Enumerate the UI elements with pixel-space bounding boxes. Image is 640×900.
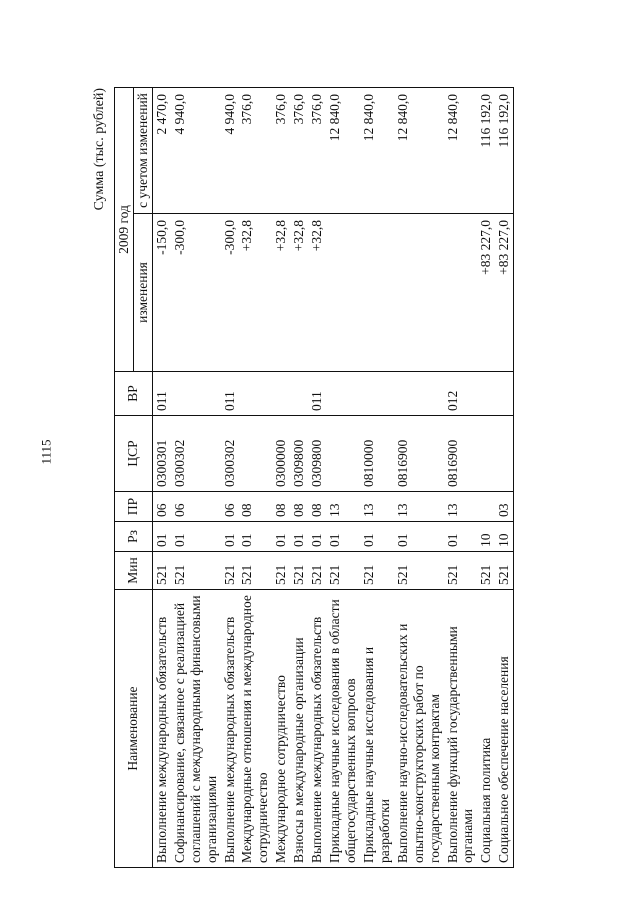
cell-min: 521 <box>326 552 360 590</box>
cell-name: Выполнение международных обязательств <box>152 590 170 868</box>
cell-pr: 06 <box>152 492 170 522</box>
cell-min: 521 <box>290 552 308 590</box>
table-row <box>238 88 272 868</box>
cell-change: +32,8 <box>290 214 308 372</box>
table-row <box>272 88 290 868</box>
cell-min: 521 <box>221 552 239 590</box>
cell-vr <box>360 372 394 416</box>
cell-change <box>444 214 478 372</box>
cell-pr: 13 <box>326 492 360 522</box>
cell-name: Социальная политика <box>477 590 495 868</box>
cell-rz: 01 <box>272 522 290 552</box>
cell-min: 521 <box>308 552 326 590</box>
cell-name: Прикладные научные исследования в области общегосударственных вопросов <box>326 590 360 868</box>
cell-min: 521 <box>444 552 478 590</box>
table-row <box>171 88 221 868</box>
cell-total: 376,0 <box>290 88 308 214</box>
cell-change: -300,0 <box>171 214 221 372</box>
cell-rz: 01 <box>152 522 170 552</box>
table-row <box>477 88 495 868</box>
cell-min: 521 <box>171 552 221 590</box>
cell-csr <box>477 416 495 492</box>
cell-min: 521 <box>272 552 290 590</box>
table-row <box>290 88 308 868</box>
header-with-changes: с учетом изменений <box>133 88 152 214</box>
cell-pr: 03 <box>495 492 513 522</box>
header-name: Наименование <box>115 590 153 868</box>
cell-change: +32,8 <box>238 214 272 372</box>
cell-name: Социальное обеспечение населения <box>495 590 513 868</box>
cell-total: 12 840,0 <box>360 88 394 214</box>
cell-change: +83 227,0 <box>495 214 513 372</box>
cell-csr: 0810000 <box>360 416 394 492</box>
cell-total: 2 470,0 <box>152 88 170 214</box>
cell-csr: 0816900 <box>444 416 478 492</box>
header-rz: Рз <box>115 522 153 552</box>
table-row <box>394 88 444 868</box>
cell-name: Софинансирование, связанное с реализацией соглашений с международными финансовыми организациями <box>171 590 221 868</box>
cell-change: +32,8 <box>308 214 326 372</box>
cell-pr: 08 <box>272 492 290 522</box>
cell-vr: 011 <box>221 372 239 416</box>
cell-total: 376,0 <box>272 88 290 214</box>
cell-pr: 08 <box>238 492 272 522</box>
cell-vr: 011 <box>152 372 170 416</box>
rotated-page <box>88 88 574 868</box>
cell-total: 4 940,0 <box>171 88 221 214</box>
header-pr: ПР <box>115 492 153 522</box>
cell-vr <box>171 372 221 416</box>
cell-min: 521 <box>495 552 513 590</box>
cell-rz: 01 <box>394 522 444 552</box>
page-number: 1115 <box>38 439 54 465</box>
cell-pr: 13 <box>394 492 444 522</box>
header-year: 2009 год <box>115 88 134 372</box>
cell-min: 521 <box>238 552 272 590</box>
cell-rz: 01 <box>221 522 239 552</box>
cell-rz: 10 <box>477 522 495 552</box>
cell-total: 116 192,0 <box>477 88 495 214</box>
cell-csr: 0300302 <box>171 416 221 492</box>
header-vr: ВР <box>115 372 153 416</box>
budget-table <box>114 87 514 868</box>
cell-total: 12 840,0 <box>444 88 478 214</box>
cell-min: 521 <box>152 552 170 590</box>
cell-change: +32,8 <box>272 214 290 372</box>
cell-name: Взносы в международные организации <box>290 590 308 868</box>
cell-total: 12 840,0 <box>326 88 360 214</box>
cell-change <box>360 214 394 372</box>
header-csr: ЦСР <box>115 416 153 492</box>
cell-vr <box>238 372 272 416</box>
cell-rz: 01 <box>290 522 308 552</box>
cell-total: 376,0 <box>238 88 272 214</box>
header-changes: изменения <box>133 214 152 372</box>
cell-csr: 0300302 <box>221 416 239 492</box>
cell-pr: 08 <box>308 492 326 522</box>
cell-rz: 10 <box>495 522 513 552</box>
cell-vr: 011 <box>308 372 326 416</box>
cell-rz: 01 <box>444 522 478 552</box>
table-row <box>360 88 394 868</box>
cell-min: 521 <box>360 552 394 590</box>
cell-csr: 0300301 <box>152 416 170 492</box>
cell-total: 12 840,0 <box>394 88 444 214</box>
table-row <box>221 88 239 868</box>
cell-min: 521 <box>394 552 444 590</box>
cell-pr: 13 <box>360 492 394 522</box>
cell-name: Международное сотрудничество <box>272 590 290 868</box>
cell-name: Международные отношения и международное сотрудничество <box>238 590 272 868</box>
cell-vr <box>495 372 513 416</box>
cell-vr: 012 <box>444 372 478 416</box>
cell-vr <box>394 372 444 416</box>
cell-csr <box>238 416 272 492</box>
cell-vr <box>326 372 360 416</box>
cell-csr: 0309800 <box>308 416 326 492</box>
table-row <box>444 88 478 868</box>
cell-min: 521 <box>477 552 495 590</box>
cell-pr: 06 <box>221 492 239 522</box>
table-row <box>326 88 360 868</box>
cell-pr: 13 <box>444 492 478 522</box>
cell-pr <box>477 492 495 522</box>
cell-pr: 08 <box>290 492 308 522</box>
cell-rz: 01 <box>326 522 360 552</box>
cell-vr <box>477 372 495 416</box>
cell-name: Выполнение научно-исследовательских и опытно-конструкторских работ по государственным контрактам <box>394 590 444 868</box>
budget-table-body <box>152 88 513 868</box>
cell-csr: 0300000 <box>272 416 290 492</box>
cell-csr: 0816900 <box>394 416 444 492</box>
table-row <box>152 88 170 868</box>
cell-name: Выполнение функций государственными органами <box>444 590 478 868</box>
table-row <box>495 88 513 868</box>
cell-csr <box>326 416 360 492</box>
cell-name: Прикладные научные исследования и разработки <box>360 590 394 868</box>
cell-change: -150,0 <box>152 214 170 372</box>
amount-caption: Сумма (тыс. рублей) <box>92 88 107 211</box>
cell-name: Выполнение международных обязательств <box>308 590 326 868</box>
cell-vr <box>272 372 290 416</box>
cell-total: 116 192,0 <box>495 88 513 214</box>
cell-total: 4 940,0 <box>221 88 239 214</box>
cell-rz: 01 <box>308 522 326 552</box>
cell-vr <box>290 372 308 416</box>
cell-change <box>326 214 360 372</box>
cell-rz: 01 <box>238 522 272 552</box>
cell-rz: 01 <box>360 522 394 552</box>
cell-change: -300,0 <box>221 214 239 372</box>
header-min: Мин <box>115 552 153 590</box>
cell-change: +83 227,0 <box>477 214 495 372</box>
cell-name: Выполнение международных обязательств <box>221 590 239 868</box>
cell-csr: 0309800 <box>290 416 308 492</box>
cell-total: 376,0 <box>308 88 326 214</box>
table-row <box>308 88 326 868</box>
cell-csr <box>495 416 513 492</box>
cell-pr: 06 <box>171 492 221 522</box>
cell-change <box>394 214 444 372</box>
cell-rz: 01 <box>171 522 221 552</box>
